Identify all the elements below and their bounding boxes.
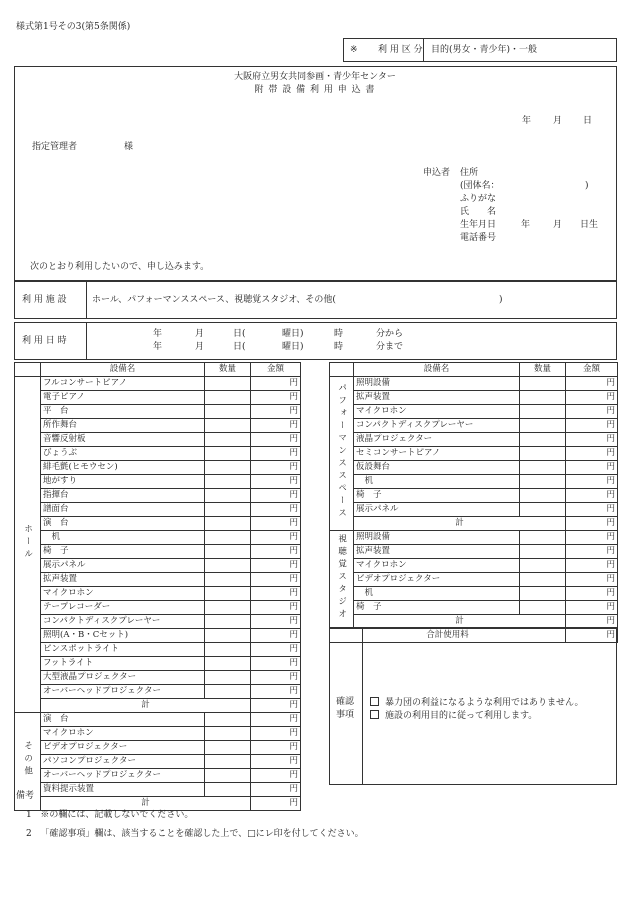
table-row xyxy=(15,643,301,657)
amount-cell[interactable]: 円 xyxy=(251,615,301,629)
hall-subtotal-row xyxy=(15,699,301,713)
quantity-cell[interactable] xyxy=(205,559,251,573)
quantity-cell[interactable] xyxy=(520,503,566,517)
equipment-name: フットライト xyxy=(41,657,205,671)
confirm-item-1[interactable]: 暴力団の利益になるような利用ではありません。 xyxy=(370,697,584,709)
table-row xyxy=(15,489,301,503)
table-header-row xyxy=(330,363,618,377)
equipment-name: 椅 子 xyxy=(354,601,520,615)
equipment-name: 拡声装置 xyxy=(354,545,520,559)
quantity-cell[interactable] xyxy=(205,629,251,643)
table-row xyxy=(15,559,301,573)
amount-cell[interactable]: 円 xyxy=(251,419,301,433)
quantity-cell[interactable] xyxy=(205,643,251,657)
equipment-name: 音響反射板 xyxy=(41,433,205,447)
quantity-cell[interactable] xyxy=(520,405,566,419)
quantity-cell[interactable] xyxy=(205,769,251,783)
applicant-label: 申込者 xyxy=(423,168,451,178)
amount-cell[interactable]: 円 xyxy=(566,475,618,489)
equipment-name: マイクロホン xyxy=(354,405,520,419)
table-row xyxy=(15,615,301,629)
quantity-cell[interactable] xyxy=(205,755,251,769)
quantity-cell[interactable] xyxy=(205,433,251,447)
date-day-label: 日 xyxy=(583,116,593,126)
table-row xyxy=(15,461,301,475)
equipment-name: 拡声装置 xyxy=(41,573,205,587)
quantity-cell[interactable] xyxy=(205,685,251,699)
amount-cell[interactable]: 円 xyxy=(251,405,301,419)
right-equipment-table xyxy=(329,362,618,643)
equipment-name: 地がすり xyxy=(41,475,205,489)
quantity-cell[interactable] xyxy=(520,419,566,433)
birth-day: 日生 xyxy=(580,220,599,230)
amount-cell[interactable]: 円 xyxy=(251,573,301,587)
amount-cell[interactable]: 円 xyxy=(251,433,301,447)
quantity-cell[interactable] xyxy=(205,741,251,755)
total-label: 合計使用料 xyxy=(330,629,566,643)
equipment-name: ビデオプロジェクター xyxy=(354,573,520,587)
equipment-name: 照明設備 xyxy=(354,377,520,391)
quantity-cell[interactable] xyxy=(205,391,251,405)
amount-cell[interactable]: 円 xyxy=(251,391,301,405)
amount-cell[interactable]: 円 xyxy=(251,629,301,643)
header-amount: 金額 xyxy=(251,363,301,377)
equipment-name: 所作舞台 xyxy=(41,419,205,433)
quantity-cell[interactable] xyxy=(520,461,566,475)
table-row xyxy=(15,685,301,699)
table-row xyxy=(15,783,301,797)
table-row xyxy=(330,601,618,615)
table-row xyxy=(330,405,618,419)
equipment-name: びょうぶ xyxy=(41,447,205,461)
amount-cell[interactable]: 円 xyxy=(566,433,618,447)
table-row xyxy=(15,545,301,559)
table-row xyxy=(15,419,301,433)
category-value[interactable]: 目的(男女・青少年)・一般 xyxy=(431,45,538,55)
table-row xyxy=(15,447,301,461)
note-2: 2 「確認事項」欄は、該当することを確認した上で、□にレ印を付してください。 xyxy=(26,829,364,839)
amount-cell[interactable]: 円 xyxy=(251,461,301,475)
amount-cell[interactable]: 円 xyxy=(251,643,301,657)
amount-cell[interactable]: 円 xyxy=(566,503,618,517)
amount-cell[interactable]: 円 xyxy=(251,545,301,559)
table-row xyxy=(330,489,618,503)
table-header-row xyxy=(15,363,301,377)
quantity-cell[interactable] xyxy=(520,433,566,447)
amount-cell[interactable]: 円 xyxy=(566,419,618,433)
dates-label: 利 用 日 時 xyxy=(22,336,67,346)
quantity-cell[interactable] xyxy=(205,657,251,671)
equipment-name: 液晶プロジェクター xyxy=(354,433,520,447)
table-row xyxy=(15,671,301,685)
quantity-cell[interactable] xyxy=(205,783,251,797)
amount-cell[interactable]: 円 xyxy=(251,601,301,615)
table-row xyxy=(330,545,618,559)
table-row xyxy=(15,713,301,727)
amount-cell[interactable]: 円 xyxy=(251,741,301,755)
amount-cell[interactable]: 円 xyxy=(566,559,618,573)
amount-cell[interactable]: 円 xyxy=(251,517,301,531)
amount-cell[interactable]: 円 xyxy=(566,545,618,559)
equipment-name: ビデオプロジェクター xyxy=(41,741,205,755)
quantity-cell[interactable] xyxy=(205,573,251,587)
table-row xyxy=(330,391,618,405)
checkbox-icon[interactable] xyxy=(370,710,379,719)
equipment-name: 平 台 xyxy=(41,405,205,419)
amount-cell[interactable]: 円 xyxy=(566,531,618,545)
amount-cell[interactable]: 円 xyxy=(251,783,301,797)
checkbox-icon[interactable] xyxy=(370,697,379,706)
equipment-name: パソコンプロジェクター xyxy=(41,755,205,769)
amount-cell[interactable]: 円 xyxy=(251,475,301,489)
table-row xyxy=(330,573,618,587)
header-section xyxy=(14,66,617,281)
equipment-name: コンパクトディスクプレーヤー xyxy=(354,419,520,433)
performance-subtotal-row xyxy=(330,517,618,531)
quantity-cell[interactable] xyxy=(520,573,566,587)
quantity-cell[interactable] xyxy=(205,405,251,419)
title-line1: 大阪府立男女共同参画・青少年センター xyxy=(234,72,396,82)
intro-text: 次のとおり利用したいので、申し込みます。 xyxy=(30,262,210,272)
table-row xyxy=(330,447,618,461)
equipment-name: セミコンサートピアノ xyxy=(354,447,520,461)
quantity-cell[interactable] xyxy=(520,545,566,559)
quantity-cell[interactable] xyxy=(205,489,251,503)
amount-cell[interactable]: 円 xyxy=(251,657,301,671)
table-row xyxy=(15,517,301,531)
quantity-cell[interactable] xyxy=(520,447,566,461)
confirm-label-1: 確認 xyxy=(336,697,355,707)
applicant-address[interactable]: 住所 xyxy=(460,168,479,178)
table-row xyxy=(15,587,301,601)
equipment-name: 展示パネル xyxy=(354,503,520,517)
manager-label: 指定管理者 xyxy=(32,142,78,152)
amount-cell[interactable]: 円 xyxy=(251,559,301,573)
amount-cell[interactable]: 円 xyxy=(566,461,618,475)
applicant-group[interactable]: (団体名： xyxy=(460,181,500,191)
table-row xyxy=(330,559,618,573)
title-line2: 附 帯 設 備 利 用 申 込 書 xyxy=(254,85,376,95)
facility-label: 利 用 施 設 xyxy=(22,295,67,305)
table-row xyxy=(15,727,301,741)
applicant-group-close: ) xyxy=(585,181,589,191)
av-studio-section-label: 視聴覚スタジオ xyxy=(330,531,354,629)
quantity-cell[interactable] xyxy=(205,531,251,545)
equipment-name: 指揮台 xyxy=(41,489,205,503)
equipment-name: 机 xyxy=(354,475,520,489)
quantity-cell[interactable] xyxy=(520,475,566,489)
table-row xyxy=(15,601,301,615)
table-row xyxy=(15,657,301,671)
header-name: 設備名 xyxy=(354,363,520,377)
quantity-cell[interactable] xyxy=(205,713,251,727)
amount-cell[interactable]: 円 xyxy=(251,685,301,699)
equipment-name: 大型液晶プロジェクター xyxy=(41,671,205,685)
header-name: 設備名 xyxy=(41,363,205,377)
header-qty: 数量 xyxy=(520,363,566,377)
equipment-name: 演 台 xyxy=(41,713,205,727)
table-row xyxy=(15,531,301,545)
amount-cell[interactable]: 円 xyxy=(566,391,618,405)
equipment-name: 仮設舞台 xyxy=(354,461,520,475)
equipment-name: 電子ピアノ xyxy=(41,391,205,405)
note-1: 1 ※の欄には、記載しないでください。 xyxy=(26,810,194,820)
equipment-name: 机 xyxy=(41,531,205,545)
amount-cell[interactable]: 円 xyxy=(251,531,301,545)
amount-cell[interactable]: 円 xyxy=(251,755,301,769)
birth-year: 年 xyxy=(521,220,531,230)
header-qty: 数量 xyxy=(205,363,251,377)
header-amount: 金額 xyxy=(566,363,618,377)
table-row xyxy=(330,433,618,447)
facility-close: ) xyxy=(499,295,503,305)
table-row xyxy=(15,433,301,447)
quantity-cell[interactable] xyxy=(205,601,251,615)
table-row xyxy=(15,573,301,587)
subtotal-amount[interactable]: 円 xyxy=(566,517,618,531)
quantity-cell[interactable] xyxy=(205,671,251,685)
quantity-cell[interactable] xyxy=(520,391,566,405)
amount-cell[interactable]: 円 xyxy=(251,503,301,517)
quantity-cell[interactable] xyxy=(205,727,251,741)
equipment-name: フルコンサートピアノ xyxy=(41,377,205,391)
amount-cell[interactable]: 円 xyxy=(251,713,301,727)
category-mark: ※ xyxy=(350,45,358,55)
applicant-furigana[interactable]: ふりがな xyxy=(460,194,497,204)
equipment-name: 机 xyxy=(354,587,520,601)
manager-honorific: 様 xyxy=(124,142,134,152)
facility-value[interactable]: ホール、パフォーマンススペース、視聴覚スタジオ、その他( xyxy=(92,295,336,305)
table-row xyxy=(15,769,301,783)
performance-section-label: パフォーマンススペース xyxy=(330,377,354,531)
table-row xyxy=(15,741,301,755)
quantity-cell[interactable] xyxy=(205,475,251,489)
amount-cell[interactable]: 円 xyxy=(251,769,301,783)
table-row xyxy=(330,377,618,391)
amount-cell[interactable]: 円 xyxy=(566,601,618,615)
category-label: 利 用 区 分 xyxy=(378,45,423,55)
table-row xyxy=(15,391,301,405)
birth-month: 月 xyxy=(553,220,563,230)
subtotal-amount[interactable]: 円 xyxy=(251,699,301,713)
quantity-cell[interactable] xyxy=(205,517,251,531)
equipment-name: 資料提示装置 xyxy=(41,783,205,797)
other-section-label: その他 xyxy=(15,713,41,811)
quantity-cell[interactable] xyxy=(520,587,566,601)
table-row xyxy=(15,377,301,391)
amount-cell[interactable]: 円 xyxy=(566,405,618,419)
table-row xyxy=(15,405,301,419)
subtotal-label: 計 xyxy=(354,517,566,531)
dates-row xyxy=(14,322,617,360)
other-subtotal-row xyxy=(15,797,301,811)
confirm-item-2[interactable]: 施設の利用目的に従って利用します。 xyxy=(370,710,537,722)
amount-cell[interactable]: 円 xyxy=(566,447,618,461)
notes-heading: 備考 xyxy=(16,791,35,801)
table-row xyxy=(330,419,618,433)
equipment-name: マイクロホン xyxy=(41,587,205,601)
subtotal-label: 計 xyxy=(354,615,566,629)
date-year-label: 年 xyxy=(522,116,532,126)
table-row xyxy=(15,755,301,769)
subtotal-amount[interactable]: 円 xyxy=(251,797,301,811)
date-month-label: 月 xyxy=(553,116,563,126)
left-equipment-table xyxy=(14,362,301,811)
equipment-name: 緋毛氈(ヒモウセン) xyxy=(41,461,205,475)
equipment-name: 椅 子 xyxy=(354,489,520,503)
subtotal-label: 計 xyxy=(41,797,251,811)
table-row xyxy=(330,461,618,475)
quantity-cell[interactable] xyxy=(205,503,251,517)
table-row xyxy=(330,531,618,545)
quantity-cell[interactable] xyxy=(520,559,566,573)
total-amount[interactable]: 円 xyxy=(566,629,618,643)
applicant-name[interactable]: 氏 名 xyxy=(460,207,497,217)
amount-cell[interactable]: 円 xyxy=(251,671,301,685)
application-form: 様式第1号その3(第5条関係) ※ 利 用 区 分 目的(男女・青少年)・一般 大阪府立男女共同参画・青少年センター 附 帯 設 備 利 用 申 込 書 年 月 日 指定管理者 様 申込者 住所 (団体名： ) ふりがな 氏 名 生年月日 年 月 日生 電話番号 次のとおり利用したいので、申し込みます。 利 用 施 設 ホール、パフォーマンススペース、視聴覚スタジオ、その他( ) 利 用 日 時 年 月 日( 曜日) 時 分から 年 月 日( 曜日) 時 分まで 設備名 数量 金額 ホール フルコンサートピアノ 円 電子ピアノ 円 平 台 円 所作舞台 円 音響反射板 円 びょうぶ 円 緋毛氈(ヒモウセン) 円 地がすり 円 指揮台 円 譜面台 円 演 台 円 机 円 椅 子 円 展示パネル 円 拡声装置 円 マイクロホン 円 テープレコーダー 円 コンパクトディスクプレーヤー 円 照明(A・B・Cセット) 円 ピンスポットライト 円 フットライト 円 大型液晶プロジェクター 円 オーバーヘッドプロジェクター 円 計 円 その他 演 台 円 マイクロホン 円 ビデオプロジェクター 円 パソコンプロジェクター 円 オーバーヘッドプロジェクター 円 資料提示装置 円 計 円 設備名 数量 金額 パフォーマンススペース 照明設備 円 拡声装置 円 マイクロホン 円 コンパクトディスクプレーヤー 円 液晶プロジェクター 円 セミコンサートピアノ 円 仮設舞台 円 机 円 椅 子 円 展示パネル 円 計 円 視聴覚スタジオ 照明設備 円 拡声装置 円 マイクロホン 円 ビデオプロジェクター 円 机 円 椅 子 円 計 円 合計使用料 円 確認 事項 暴力団の利益になるような利用ではありません。 施設の利用目的に従って利用します。 備考 1 ※の欄には、記載しないでください。 2 「確認事項」欄は、該当することを確認した上で、□にレ印を付してください。 xyxy=(0,0,630,915)
equipment-name: 譜面台 xyxy=(41,503,205,517)
table-row xyxy=(15,503,301,517)
amount-cell[interactable]: 円 xyxy=(251,587,301,601)
table-row xyxy=(330,475,618,489)
quantity-cell[interactable] xyxy=(205,377,251,391)
equipment-name: オーバーヘッドプロジェクター xyxy=(41,769,205,783)
table-row xyxy=(330,503,618,517)
subtotal-label: 計 xyxy=(41,699,251,713)
equipment-name: マイクロホン xyxy=(354,559,520,573)
equipment-name: オーバーヘッドプロジェクター xyxy=(41,685,205,699)
amount-cell[interactable]: 円 xyxy=(566,377,618,391)
table-row xyxy=(15,475,301,489)
table-row xyxy=(15,629,301,643)
quantity-cell[interactable] xyxy=(205,587,251,601)
table-row xyxy=(330,587,618,601)
equipment-name: 照明(A・B・Cセット) xyxy=(41,629,205,643)
quantity-cell[interactable] xyxy=(520,531,566,545)
quantity-cell[interactable] xyxy=(205,545,251,559)
confirm-label-2: 事項 xyxy=(336,710,355,720)
quantity-cell[interactable] xyxy=(520,601,566,615)
equipment-name: ピンスポットライト xyxy=(41,643,205,657)
amount-cell[interactable]: 円 xyxy=(566,587,618,601)
equipment-name: マイクロホン xyxy=(41,727,205,741)
applicant-birthdate[interactable]: 生年月日 xyxy=(460,220,497,230)
amount-cell[interactable]: 円 xyxy=(251,377,301,391)
amount-cell[interactable]: 円 xyxy=(251,727,301,741)
amount-cell[interactable]: 円 xyxy=(566,489,618,503)
equipment-name: 照明設備 xyxy=(354,531,520,545)
quantity-cell[interactable] xyxy=(205,447,251,461)
quantity-cell[interactable] xyxy=(205,615,251,629)
quantity-cell[interactable] xyxy=(520,489,566,503)
hall-section-label: ホール xyxy=(15,377,41,713)
equipment-name: 拡声装置 xyxy=(354,391,520,405)
equipment-name: コンパクトディスクプレーヤー xyxy=(41,615,205,629)
equipment-name: 展示パネル xyxy=(41,559,205,573)
equipment-name: テープレコーダー xyxy=(41,601,205,615)
amount-cell[interactable]: 円 xyxy=(251,447,301,461)
equipment-name: 演 台 xyxy=(41,517,205,531)
quantity-cell[interactable] xyxy=(205,461,251,475)
equipment-name: 椅 子 xyxy=(41,545,205,559)
quantity-cell[interactable] xyxy=(205,419,251,433)
quantity-cell[interactable] xyxy=(520,377,566,391)
applicant-phone[interactable]: 電話番号 xyxy=(460,233,497,243)
amount-cell[interactable]: 円 xyxy=(251,489,301,503)
subtotal-amount[interactable]: 円 xyxy=(566,615,618,629)
form-number: 様式第1号その3(第5条関係) xyxy=(16,22,131,32)
amount-cell[interactable]: 円 xyxy=(566,573,618,587)
